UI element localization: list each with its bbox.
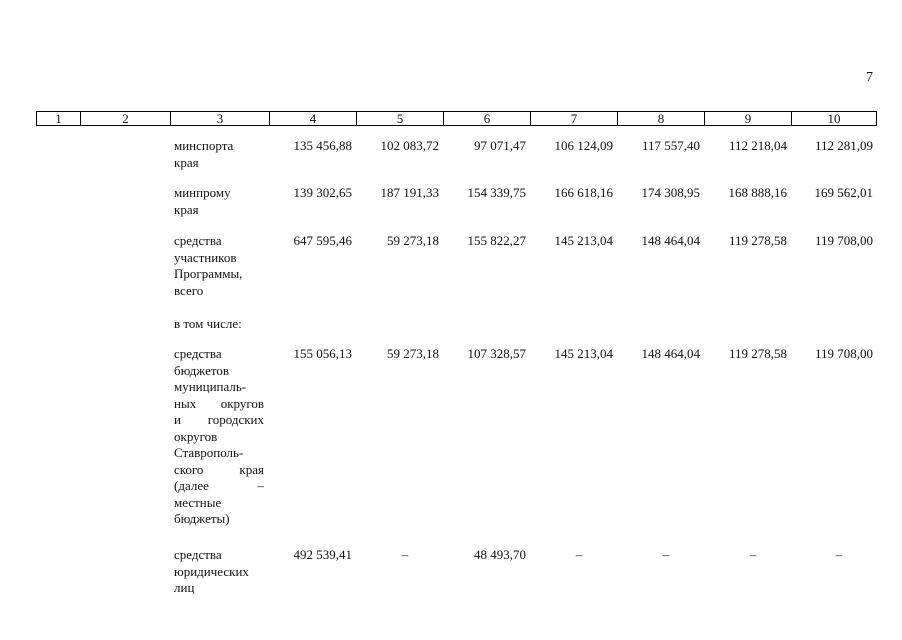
header-cell-7: 7 [530, 112, 617, 125]
value-cell-col5: 59 273,18 [387, 346, 439, 361]
value-cell-col7: 145 213,04 [554, 346, 613, 361]
row-label-line: ных округов [174, 395, 264, 411]
value-cell-col8: 117 557,40 [641, 138, 700, 153]
row-label-line: в том числе: [174, 316, 242, 331]
row-label [174, 346, 264, 528]
value-cell-col5: – [401, 547, 409, 562]
value-cell-col10: 119 708,00 [814, 346, 873, 361]
value-cell-col7: 166 618,16 [554, 185, 613, 200]
value-cell-col9: 112 218,04 [728, 138, 787, 153]
header-cell-5: 5 [356, 112, 443, 125]
value-cell-col7: 106 124,09 [554, 138, 613, 153]
header-cell-1: 1 [55, 111, 62, 126]
row-label [174, 233, 264, 299]
value-cell-col4: 139 302,65 [293, 185, 352, 200]
value-cell-col4: 155 056,13 [293, 346, 352, 361]
row-label-line: всего [174, 282, 204, 298]
value-cell-col8: – [662, 547, 670, 562]
row-label-line: Программы, [174, 266, 243, 281]
value-cell-col6: 48 493,70 [474, 547, 526, 562]
header-cell-8: 8 [617, 112, 704, 125]
header-cell-10: 10 [791, 112, 876, 125]
value-cell-col10: 119 708,00 [814, 233, 873, 248]
row-label-line: бюджеты) [174, 511, 230, 526]
value-cell-col10: 169 562,01 [814, 185, 873, 200]
header-cell-3: 3 [170, 112, 269, 125]
value-cell-col6: 154 339,75 [467, 185, 526, 200]
row-label-line: края [174, 201, 199, 217]
row-label-line: средства [174, 547, 222, 562]
row-label-line: округов [174, 428, 218, 444]
value-cell-col7: 145 213,04 [554, 233, 613, 248]
page-number: 7 [866, 70, 873, 85]
row-label [174, 138, 264, 171]
table-header-row [36, 111, 877, 126]
row-label-line: Ставрополь- [174, 445, 244, 460]
value-cell-col8: 148 464,04 [641, 346, 700, 361]
row-label-line: лиц [174, 580, 195, 595]
row-label-line: ского края [174, 461, 264, 477]
value-cell-col9: – [749, 547, 757, 562]
row-label-line: участников [174, 249, 237, 265]
row-label-line: юридических [174, 563, 249, 579]
header-cell-6: 6 [443, 112, 530, 125]
value-cell-col4: 492 539,41 [293, 547, 352, 562]
value-cell-col9: 119 278,58 [728, 233, 787, 248]
value-cell-col6: 107 328,57 [467, 346, 526, 361]
value-cell-col6: 155 822,27 [467, 233, 526, 248]
value-cell-col8: 148 464,04 [641, 233, 700, 248]
value-cell-col9: 119 278,58 [728, 346, 787, 361]
row-label-line: средства [174, 233, 222, 248]
value-cell-col10: – [835, 547, 843, 562]
value-cell-col6: 97 071,47 [474, 138, 526, 153]
row-label-line: минспорта [174, 138, 234, 153]
row-label-line: края [174, 154, 199, 170]
row-label-line: (далее – [174, 478, 264, 493]
row-label-line: минпрому [174, 185, 231, 200]
row-label [174, 185, 264, 218]
header-cell-4: 4 [269, 112, 356, 125]
row-label [174, 316, 264, 333]
header-cell-2: 2 [80, 112, 170, 125]
value-cell-col4: 647 595,46 [293, 233, 352, 248]
value-cell-col9: 168 888,16 [728, 185, 787, 200]
value-cell-col5: 59 273,18 [387, 233, 439, 248]
header-cell-9: 9 [704, 112, 791, 125]
value-cell-col8: 174 308,95 [641, 185, 700, 200]
row-label-line: и городских [174, 412, 264, 427]
value-cell-col10: 112 281,09 [814, 138, 873, 153]
value-cell-col4: 135 456,88 [293, 138, 352, 153]
row-label-line: местные [174, 494, 222, 510]
value-cell-col5: 102 083,72 [380, 138, 439, 153]
value-cell-col5: 187 191,33 [380, 185, 439, 200]
row-label-line: бюджетов [174, 362, 230, 378]
row-label [174, 547, 264, 597]
value-cell-col7: – [575, 547, 583, 562]
row-label-line: муниципаль- [174, 379, 247, 394]
row-label-line: средства [174, 346, 222, 361]
